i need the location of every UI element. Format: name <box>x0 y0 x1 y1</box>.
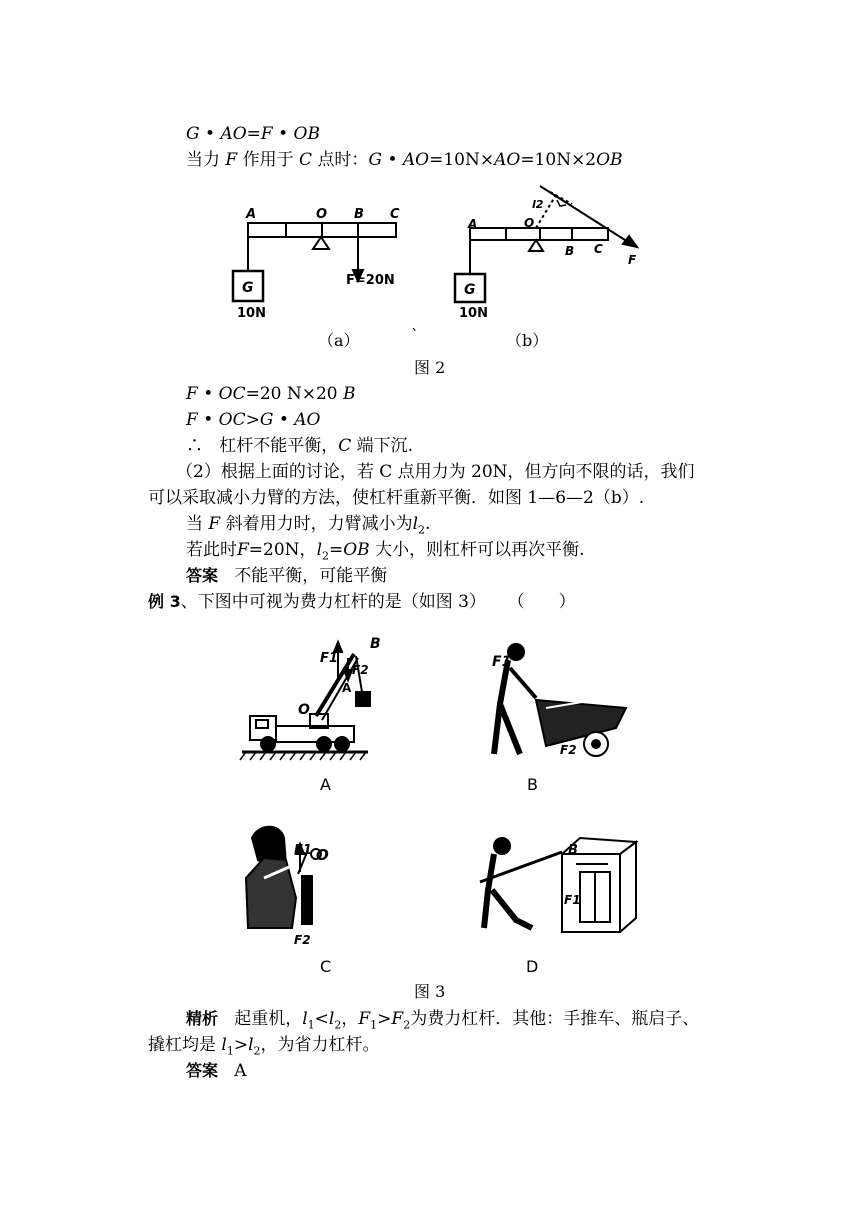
therefore-symbol: ∴ <box>186 436 203 456</box>
answer-text: A <box>234 1061 247 1081</box>
var-c: C <box>299 150 313 170</box>
paragraph-2-line-2: 可以采取减小力臂的方法，使杠杆重新平衡．如图 1—6—2（b）. <box>148 488 645 508</box>
figure-3-title: 图 3 <box>414 982 446 1001</box>
label-o: O <box>524 216 535 230</box>
dot: • <box>387 150 398 170</box>
caption-c: C <box>320 957 332 976</box>
text: 当 <box>186 514 203 534</box>
var-oc: OC <box>218 410 246 430</box>
var-l: l <box>412 514 419 534</box>
force-label: F=20N <box>346 273 395 288</box>
dot: • <box>203 384 214 404</box>
subscript: 1 <box>307 1018 315 1032</box>
figure-2b-lever <box>455 186 637 302</box>
label-f1: F1 <box>320 651 338 666</box>
answer-blank: （ ） <box>507 592 576 612</box>
text: =10N× <box>429 150 495 170</box>
var-f: F <box>186 410 198 430</box>
dot: • <box>205 124 216 144</box>
caption-a: A <box>320 775 331 794</box>
label-b: B <box>370 636 381 652</box>
label-g: G <box>464 282 476 298</box>
text: =10N×2 <box>520 150 597 170</box>
caption-d: D <box>526 957 539 976</box>
text: = <box>329 540 344 560</box>
label-f1: F1 <box>294 843 312 858</box>
label-f2: F2 <box>294 933 311 947</box>
example-text: 、下图中可视为费力杠杆的是（如图 3） <box>180 592 486 612</box>
subscript: 1 <box>370 1018 378 1032</box>
label-g: G <box>242 280 254 296</box>
answer-text: 不能平衡，可能平衡 <box>234 566 388 586</box>
subscript: 2 <box>418 523 426 537</box>
equation-3 <box>186 383 356 405</box>
equation-4 <box>186 409 321 431</box>
var-l: l <box>316 540 322 560</box>
var-f: F <box>237 540 249 560</box>
caption-b: （b） <box>506 331 549 350</box>
example-label: 例 3 <box>148 592 181 611</box>
weight-label: 10N <box>459 306 488 321</box>
label-f: F <box>628 253 637 267</box>
caption-b: B <box>527 775 538 794</box>
var-b: B <box>343 384 356 404</box>
var-ao: AO <box>494 150 521 170</box>
text: . <box>425 514 431 534</box>
figure-2-title: 图 2 <box>414 358 446 377</box>
text: 为费力杠杆．其他：手推车、瓶启子、 <box>410 1009 700 1029</box>
weight-label: 10N <box>237 306 266 321</box>
text: 大小，则杠杆可以再次平衡. <box>375 540 585 560</box>
bottle-opener-image <box>246 827 321 928</box>
dot: • <box>278 410 289 430</box>
figure-2a-lever <box>233 223 396 301</box>
label-f: F1 <box>564 893 581 907</box>
equation-2 <box>186 149 623 171</box>
equals: = <box>246 124 261 144</box>
dot: • <box>278 124 289 144</box>
var-l: l <box>302 1009 308 1029</box>
comma: ， <box>341 1009 359 1029</box>
gt: > <box>377 1009 392 1029</box>
label-c: C <box>390 207 400 222</box>
var-f: F <box>186 384 198 404</box>
subscript: 1 <box>226 1044 234 1058</box>
tick-mark: ` <box>411 326 419 345</box>
var-ob: OB <box>343 540 370 560</box>
subscript: 2 <box>403 1018 411 1032</box>
answer-label: 答案 <box>186 1061 219 1080</box>
figure-3 <box>236 628 656 978</box>
var-ao: AO <box>294 410 321 430</box>
gt: > <box>245 410 260 430</box>
var-g: G <box>368 150 383 170</box>
label-o: O <box>298 702 310 718</box>
text: 点时： <box>317 150 369 170</box>
label-f1: F1 <box>492 654 512 670</box>
wheelbarrow-image <box>494 644 626 756</box>
label-b: B <box>568 843 578 858</box>
crane-truck-image <box>240 642 370 760</box>
var-l: l <box>221 1035 227 1055</box>
var-l: l <box>248 1035 254 1055</box>
paragraph-4 <box>186 539 585 567</box>
text: 若此时 <box>186 540 237 560</box>
var-f: F <box>260 124 273 144</box>
var-ao: AO <box>402 150 430 170</box>
var-oc: OC <box>218 384 246 404</box>
label-l2: l2 <box>532 198 544 211</box>
var-c: C <box>338 436 352 456</box>
label-a: A <box>468 217 478 231</box>
analysis-label: 精析 <box>186 1009 219 1028</box>
text: =20N， <box>248 540 317 560</box>
answer-label: 答案 <box>186 566 219 585</box>
answer-1 <box>186 565 387 587</box>
paragraph-3 <box>186 513 430 541</box>
analysis-line-2 <box>148 1034 380 1062</box>
label-b: B <box>565 244 575 258</box>
var-f: F <box>358 1009 371 1029</box>
analysis-line-1 <box>186 1008 699 1036</box>
label-a: A <box>246 207 257 222</box>
subscript: 2 <box>334 1018 342 1032</box>
var-l: l <box>328 1009 335 1029</box>
crowbar-image <box>480 838 636 932</box>
figure-2 <box>220 178 660 328</box>
subscript: 2 <box>253 1044 261 1058</box>
text: 撬杠均是 <box>148 1035 216 1055</box>
text: 当力 <box>186 150 220 170</box>
gt: > <box>233 1035 249 1055</box>
label-f2: F2 <box>352 663 369 677</box>
lt: < <box>314 1009 329 1029</box>
text: 端下沉. <box>356 436 414 456</box>
label-o: O <box>316 207 328 222</box>
example-3 <box>148 591 576 613</box>
conclusion <box>186 435 413 457</box>
text: 斜着用力时，力臂减小为 <box>225 514 413 534</box>
label-c: C <box>594 242 603 256</box>
var-g: G <box>259 410 274 430</box>
text: =20 N×20 <box>245 384 344 404</box>
text: ，为省力杠杆。 <box>260 1035 380 1055</box>
label-a-point: A <box>342 681 352 695</box>
dot: • <box>203 410 214 430</box>
var-f: F <box>225 150 238 170</box>
var-ob: OB <box>293 124 320 144</box>
var-f: F <box>391 1009 404 1029</box>
subscript: 2 <box>322 549 329 563</box>
answer-2 <box>186 1060 247 1082</box>
var-ob: OB <box>596 150 623 170</box>
text: 起重机， <box>234 1009 303 1029</box>
var-g: G <box>186 124 200 144</box>
paragraph-2-line-1: （2）根据上面的讨论，若 C 点用力为 20N，但方向不限的话，我们 <box>176 462 695 482</box>
var-ao: AO <box>220 124 247 144</box>
caption-a: （a） <box>318 331 360 350</box>
label-b: B <box>354 207 364 222</box>
equation-1 <box>186 123 320 145</box>
text: 杠杆不能平衡， <box>219 436 339 456</box>
var-f: F <box>208 514 221 534</box>
text: 作用于 <box>242 150 294 170</box>
label-o: O <box>316 846 329 864</box>
label-f2: F2 <box>560 743 577 757</box>
